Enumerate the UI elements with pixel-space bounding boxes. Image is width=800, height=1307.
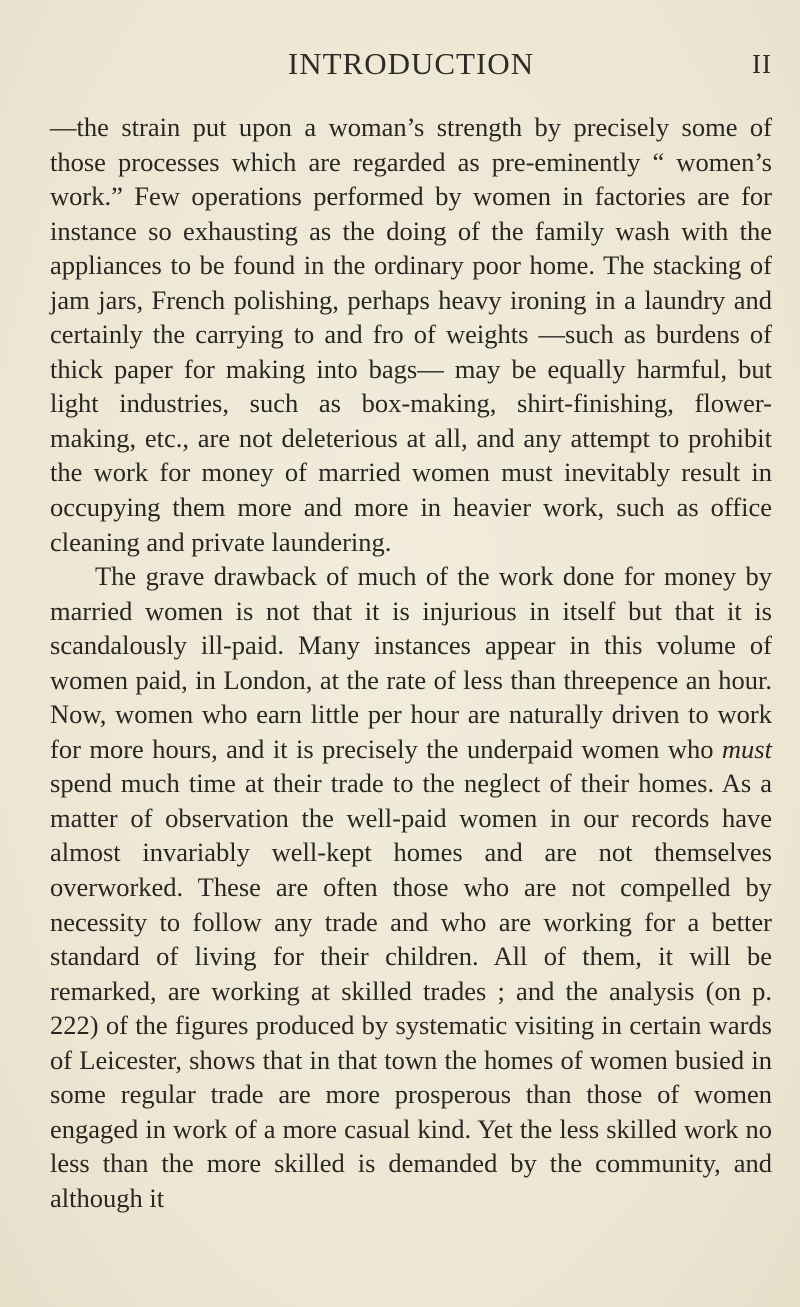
- paragraph-2-text: The grave drawback of much of the work done for money by married women is not that it is injurious in itself but that it is scandalously ill-paid. Many instances appear in this volume of women paid, in London, at the rate of less than threepence an hour. Now, women who earn little per hour are naturally driven to work for more hours, and it is precisely the underpaid women who: [50, 561, 772, 764]
- running-title: INTRODUCTION: [287, 46, 535, 81]
- paragraph-1-text: —the strain put upon a woman’s strength by precisely some of those processes which are regarded as pre-eminently “ women’s work.” Few operations performed by women in factories are for instance so exhausting as the doing of the family wash with the appliances to be found in the ordinary poor home. The stacking of jam jars, French polishing, perhaps heavy ironing in a laundry and certainly the carrying to and fro of weights —such as burdens of thick paper for making into bags— may be equally harmful, but light industries, such as box-making, shirt-finishing, flower-making, etc., are not deleterious at all, and any attempt to prohibit the work for money of married women must inevitably result in occupying them more and more in heavier work, such as office cleaning and private laundering.: [50, 112, 772, 557]
- running-head: [50, 46, 772, 86]
- page-number: II: [752, 49, 772, 79]
- paragraph-2-emphasis: must: [721, 733, 772, 764]
- body-text: [50, 110, 772, 1216]
- paragraph-2: [50, 559, 772, 1215]
- paragraph-2-text-end: spend much time at their trade to the neglect of their homes. As a matter of observation the well-paid women in our records have almost invariably well-kept homes and are not themselves overworked. These are often those who are not compelled by necessity to follow any trade and who are working for a better standard of living for their children. All of them, it will be remarked, are working at skilled trades ; and the analysis (on p. 222) of the figures produced by systematic visiting in certain wards of Leicester, shows that in that town the homes of women busied in some regular trade are more prosperous than those of women engaged in work of a more casual kind. Yet the less skilled work no less than the more skilled is demanded by the community, and although it: [50, 768, 772, 1213]
- paragraph-1: [50, 110, 772, 559]
